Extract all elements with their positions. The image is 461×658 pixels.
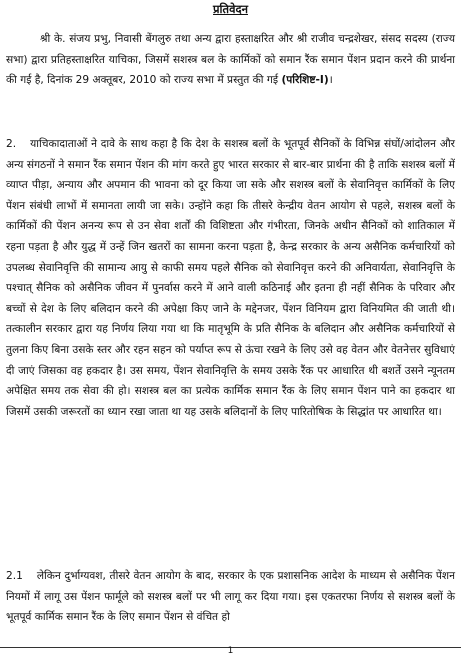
- intro-end: ।: [328, 74, 333, 87]
- heading-text: प्रतिवेदन: [213, 2, 248, 16]
- section-2-1-text: लेकिन दुर्भाग्यवश, तीसरे वेतन आयोग के बाद, सरकार के एक प्रशासनिक आदेश के माध्यम से असैनिक पेंशन नियमों में लागू उस पेंशन फार्मूले को सशस्त्र बलों पर भी लागू कर दिया गया। इस एकतरफा निर्णय से सशस्त्र बलों के भूतपूर्व कार्मिक समान रैंक के लिए समान पेंशन से वंचित हो: [6, 570, 455, 624]
- intro-paragraph: [6, 29, 455, 91]
- section-2-1-paragraph: [6, 566, 455, 628]
- section-2-1-block: [6, 566, 455, 628]
- page-title: [0, 2, 461, 17]
- intro-text: श्री के. संजय प्रभु, निवासी बेंगलुरु तथा अन्य द्वारा हस्ताक्षरित और श्री राजीव चन्द्रशेखर, संसद सदस्य (राज्य सभा) द्वारा प्रतिहस्ताक्षरित याचिका, जिसमें सशस्त्र बल के कार्मिकों को समान रैंक समान पेंशन प्रदान करने की प्रार्थना की गई है, दिनांक 29 अक्तूबर, 2010 को राज्य सभा में प्रस्तुत की गई: [6, 33, 455, 87]
- section-2-1-number: 2.1: [6, 570, 23, 582]
- intro-paragraph-block: [6, 29, 455, 91]
- section-2-text: याचिकादाताओं ने दावे के साथ कहा है कि देश के सशस्त्र बलों के भूतपूर्व सैनिकों के विभिन्न संघों/आंदोलन और अन्य संगठनों ने समान रैंक समान पेंशन की मांग करते हुए भारत सरकार से बार-बार प्रार्थना की है ताकि सशस्त्र बलों में व्याप्त पीड़ा, अन्याय और अपमान की भावना को दूर किया जा सके और सशस्त्र बलों के सेवानिवृत्त कार्मिकों के लिए पेंशन संबंधी लाभों में समानता लायी जा सके। उन्होंने कहा कि तीसरे केन्द्रीय वेतन आयोग से पहले, सशस्त्र बलों के कार्मिकों की पेंशन अनन्य रूप से उन सेवा शर्तों की विशिष्टता और गंभीरता, जिनके अधीन सैनिकों को शातिकाल में रहना पड़ता है और युद्ध में उन्हें जिन खतरों का सामना करना पड़ता है, केन्द्र सरकार के अन्य असैनिक कर्मचारियों को उपलब्ध सेवानिवृत्ति की सामान्य आयु से काफी समय पहले सैनिक को सेवानिवृत्त करने की अनिवार्यता, सेवानिवृत्ति के पश्चात् सैनिक को असैनिक जीवन में पुनर्वास करने में आने वाली कठिनाई और इतना ही नहीं सैनिक के परिवार और बच्चों से देश के लिए बलिदान करने की अपेक्षा किए जाने के मद्देनजर, पेंशन विनियम द्वारा विनियमित की जाती थी। तत्कालीन सरकार द्वारा यह निर्णय लिया गया था कि मातृभूमि के प्रति सैनिक के बलिदान और असैनिक कर्मचारियों से तुलना किए बिना उसके स्तर और रहन सहन को पर्याप्त रूप से ऊंचा रखने के लिए उसे वह वेतन और वेतनेत्तर सुविधाएं दी जाएं जिसका वह हकदार है। उस समय, पेंशन सेवानिवृत्ति के समय उसके रैंक पर आधारित थी बशर्ते उसने न्यूनतम अपेक्षित समय तक सेवा की हो। सशस्त्र बल का प्रत्येक कार्मिक समान रैंक के लिए समान पेंशन पाने का हकदार था जिसमें उसकी जरूरतों का ध्यान रखा जाता था यह उसके बलिदानों के लिए पारितोषिक के सिद्धांत पर आधारित था।: [6, 138, 455, 418]
- annex-reference: (परिशिष्ट-I): [281, 74, 329, 87]
- page-number: 1: [227, 646, 234, 656]
- section-2-number: 2.: [6, 138, 17, 150]
- section-2-block: [6, 134, 455, 422]
- section-2-paragraph: [6, 134, 455, 422]
